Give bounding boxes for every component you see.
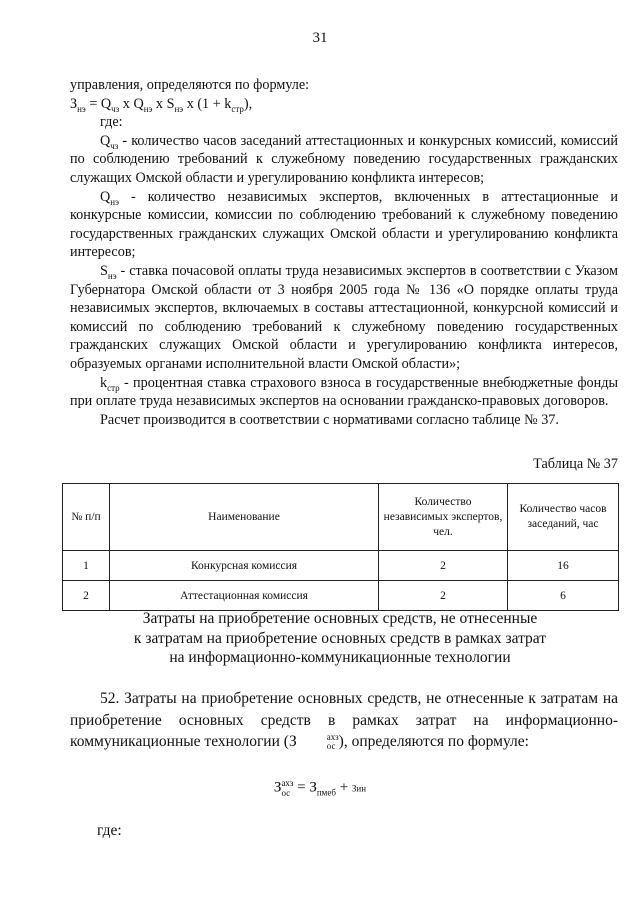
header-hours: Количество часов заседаний, час <box>508 484 619 551</box>
cell-hours: 16 <box>508 551 619 581</box>
cell-number: 2 <box>63 581 110 611</box>
table-caption: Таблица № 37 <box>533 456 618 472</box>
header-number: № п/п <box>63 484 110 551</box>
definition-q-experts: $Q_{нэ}$ - количество независимых экспертов, включенных в аттестационные и конкурсные комиссии, комиссии по соблюдению требований к служебному поведению государственных гражданских служащих Омской области и урегулированию конфликта интересов; <box>70 188 618 261</box>
heading-line: Затраты на приобретение основных средств, не отнесенные <box>142 610 538 627</box>
table-header-row <box>63 484 619 551</box>
table-row <box>63 581 619 611</box>
paragraph-52: 52. Затраты на приобретение основных средств, не отнесенные к затратам на приобретение основных средств в рамках затрат на информационно-коммуникационные технологии (З ахз ос ), определяются по формуле: <box>70 690 618 752</box>
heading-line: к затратам на приобретение основных средств в рамках затрат <box>133 629 547 647</box>
cell-hours: 6 <box>508 581 619 611</box>
table-37 <box>62 483 619 611</box>
table-row <box>63 551 619 581</box>
page-number: 31 <box>312 30 328 46</box>
header-name: Наименование <box>110 484 379 551</box>
heading-line: на информационно-коммуникационные технологии <box>169 649 511 666</box>
cell-name: Конкурсная комиссия <box>110 551 379 581</box>
cell-number: 1 <box>63 551 110 581</box>
definition-q-hours: $Q_{чз}$ - количество часов заседаний аттестационных и конкурсных комиссий, комиссий по соблюдению требований к служебному поведению государственных гражданских служащих Омской области и урегулированию конфликта интересов; <box>70 132 618 186</box>
formula-fixed-assets: З ахз ос = $З_{пмеб}$ + Зин <box>273 778 367 798</box>
intro-line: управления, определяются по формуле: <box>70 77 310 93</box>
header-experts: Количество независимых экспертов, чел. <box>379 484 508 551</box>
formula-block <box>70 76 618 429</box>
definition-k-insurance: $k_{стр}$ - процентная ставка страхового взноса в государственные внебюджетные фонды при оплате труда независимых экспертов на основании гражданско-правовых договоров. <box>70 374 618 410</box>
section-heading <box>60 609 620 668</box>
cell-name: Аттестационная комиссия <box>110 581 379 611</box>
inline-symbol: (З ахз ос ) <box>283 732 344 752</box>
cell-experts: 2 <box>379 581 508 611</box>
where-label-2: где: <box>97 822 122 839</box>
calc-note: Расчет производится в соответствии с нормативами согласно таблице № 37. <box>100 411 559 428</box>
formula-cost-experts: $З_{нэ} = Q_{чз}$ х $Q_{нэ}$ х $S_{нэ}$ х $(1 + k_{стр})$, <box>70 95 253 114</box>
definition-s-rate: $S_{нэ}$ - ставка почасовой оплаты труда независимых экспертов в соответствии с Указом Губернатора Омской области от 3 ноября 2005 года № 136 «О порядке оплаты труда независимых экспертов, включаемых в составы аттестационной, конкурсной комиссий и комиссий по соблюдению требований к служебному поведению государственных гражданских служащих Омской области и урегулированию конфликта интересов, образуемых органами исполнительной власти Омской области»; <box>70 262 618 372</box>
cell-experts: 2 <box>379 551 508 581</box>
where-label: где: <box>100 114 123 131</box>
